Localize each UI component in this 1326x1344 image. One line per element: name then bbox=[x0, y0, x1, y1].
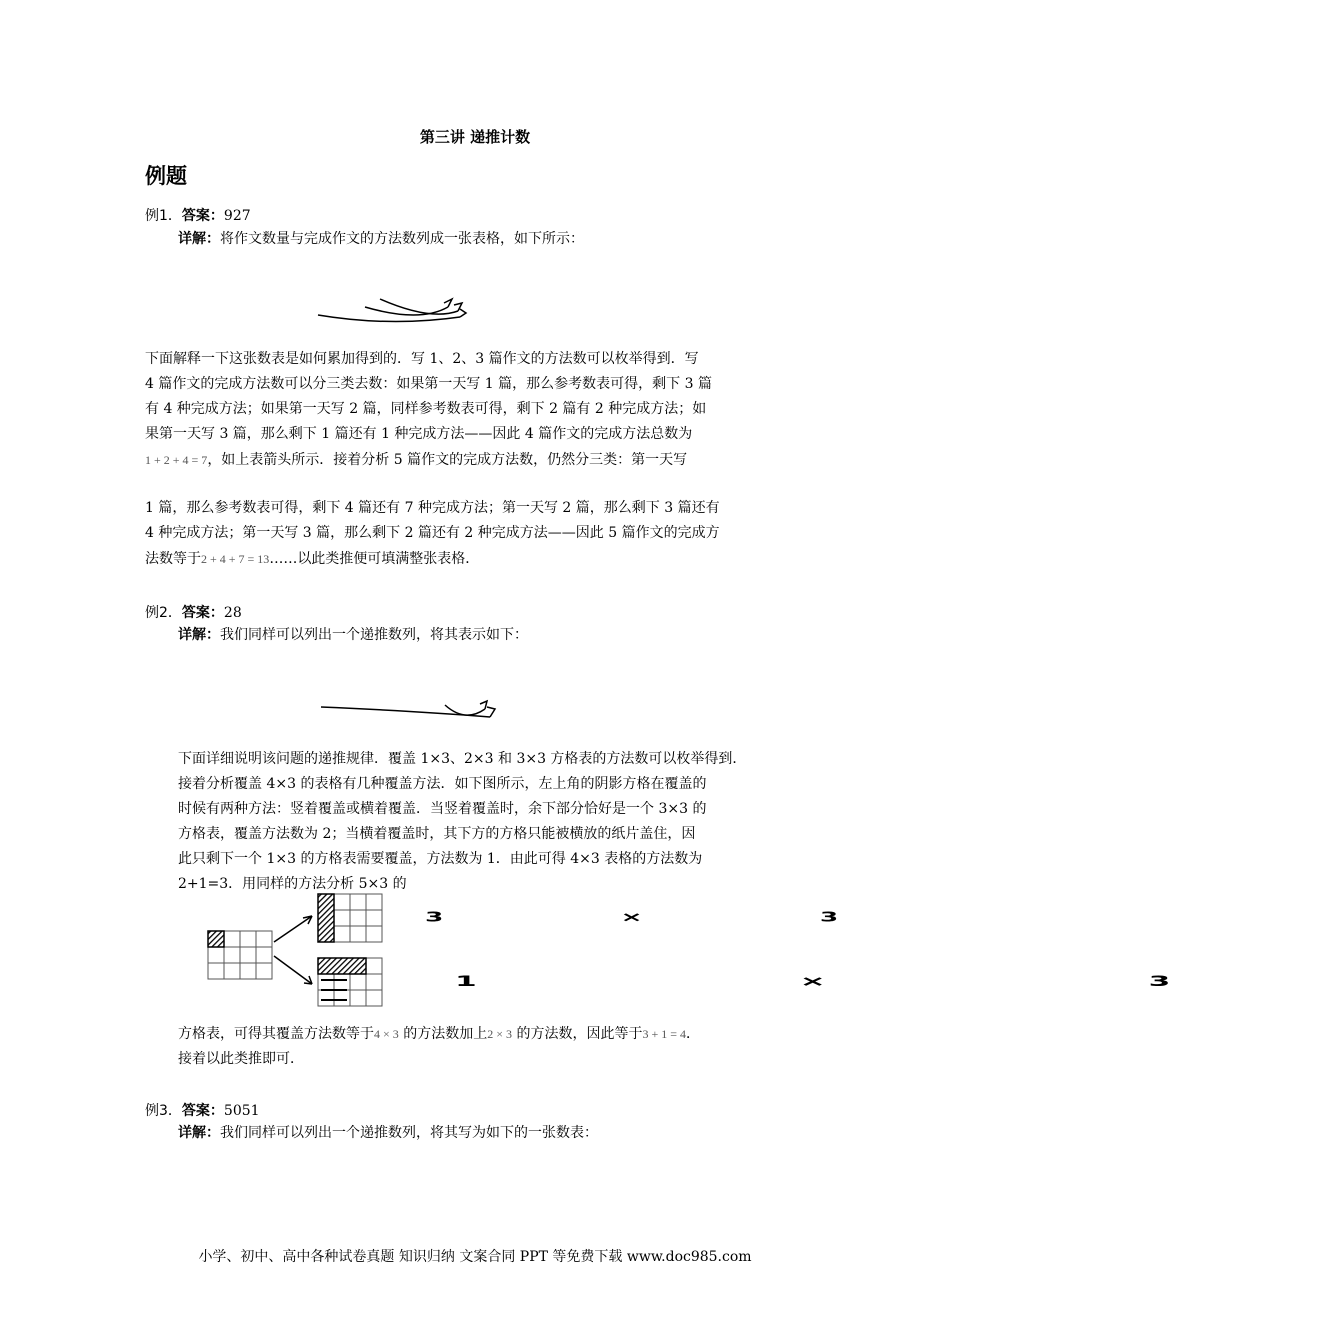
ex2-label: 例2． bbox=[145, 605, 182, 621]
ex1-header bbox=[145, 205, 251, 225]
ex3-answer: 5051 bbox=[223, 1103, 260, 1119]
fig-label-top: 3 × 3 bbox=[425, 910, 923, 925]
ex2-header bbox=[145, 602, 242, 622]
ex1-math-sum2: 2 + 4 + 7 = 13 bbox=[201, 552, 270, 566]
ex2-math-2x3: 2 × 3 bbox=[487, 1027, 513, 1041]
ex2-line-4: 方格表，覆盖方法数为 2；当横着覆盖时，其下方的方格只能被横放的纸片盖住，因 bbox=[178, 826, 696, 842]
fig-label-bottom: 1 × 3 bbox=[455, 972, 1326, 990]
ex2-line-6: 2+1=3．用同样的方法分析 5×3 的 bbox=[178, 876, 407, 892]
ex2-detail-text: 我们同样可以列出一个递推数列，将其表示如下： bbox=[220, 627, 528, 643]
ex3-detail bbox=[178, 1123, 598, 1143]
ex3-header bbox=[145, 1100, 260, 1120]
ex2-line-2: 接着分析覆盖 4×3 的表格有几种覆盖方法．如下图所示，左上角的阴影方格在覆盖的 bbox=[178, 776, 707, 792]
ex2-final-line: 接着以此类推即可． bbox=[178, 1051, 304, 1067]
ex2-math-sum: 3 + 1 = 4 bbox=[642, 1027, 687, 1041]
ex1-line-1: 下面解释一下这张数表是如何累加得到的．写 1、2、3 篇作文的方法数可以枚举得到．写 bbox=[145, 351, 699, 367]
ex3-label: 例3． bbox=[145, 1103, 182, 1119]
ex2-detail-label: 详解： bbox=[178, 627, 220, 643]
ex1-answer-label: 答案： bbox=[181, 208, 224, 224]
ex1-detail bbox=[178, 229, 584, 249]
grid-horizontal-cover bbox=[318, 958, 382, 1006]
ex1-line-8 bbox=[145, 549, 479, 569]
ex1-label: 例1． bbox=[145, 208, 182, 224]
ex2-arrow-figure bbox=[315, 695, 505, 731]
section-heading: 例题 bbox=[145, 164, 187, 188]
ex2-after-prefix: 方格表，可得其覆盖方法数等于 bbox=[178, 1026, 374, 1042]
ex1-last-suffix: ……以此类推便可填满整张表格． bbox=[269, 551, 480, 567]
grid-4x3 bbox=[208, 931, 272, 979]
ex2-math-4x3: 4 × 3 bbox=[374, 1027, 399, 1041]
ex1-arrows-figure bbox=[310, 295, 480, 335]
ex2-after-end: ． bbox=[686, 1026, 701, 1042]
ex2-detail bbox=[178, 625, 528, 645]
ex2-after-mid1: 的方法数加上 bbox=[403, 1026, 488, 1042]
grid-vertical-cover bbox=[318, 894, 382, 942]
ex3-detail-label: 详解： bbox=[178, 1125, 220, 1141]
ex1-line-4: 果第一天写 3 篇，那么剩下 1 篇还有 1 种完成方法——因此 4 篇作文的完成方法总数为 bbox=[145, 426, 693, 442]
ex2-after-mid2: 的方法数，因此等于 bbox=[516, 1026, 643, 1042]
ex1-line-6: 1 篇，那么参考数表可得，剩下 4 篇还有 7 种完成方法；第一天写 2 篇，那么剩下 3 篇还有 bbox=[145, 500, 720, 516]
ex2-answer: 28 bbox=[223, 605, 242, 621]
ex2-after-line bbox=[178, 1024, 700, 1044]
ex1-line-5 bbox=[145, 450, 687, 470]
ex2-answer-label: 答案： bbox=[181, 605, 224, 621]
ex1-detail-text: 将作文数量与完成作文的方法数列成一张表格，如下所示： bbox=[220, 231, 584, 247]
ex2-line-1: 下面详细说明该问题的递推规律．覆盖 1×3、2×3 和 3×3 方格表的方法数可以枚举得到． bbox=[178, 751, 747, 767]
ex1-math-sum: 1 + 2 + 4 = 7 bbox=[145, 453, 208, 467]
ex3-answer-label: 答案： bbox=[181, 1103, 224, 1119]
ex1-line-3: 有 4 种完成方法；如果第一天写 2 篇，同样参考数表可得，剩下 2 篇有 2 种完成方法；如 bbox=[145, 401, 707, 417]
ex1-line-7: 4 种完成方法；第一天写 3 篇，那么剩下 2 篇还有 2 种完成方法——因此 5 篇作文的完成方 bbox=[145, 525, 720, 541]
ex1-line-5-text: ，如上表箭头所示．接着分析 5 篇作文的完成方法数，仍然分三类：第一天写 bbox=[207, 452, 688, 468]
ex1-last-prefix: 法数等于 bbox=[145, 551, 201, 567]
ex1-answer: 927 bbox=[223, 208, 251, 224]
footer-text: 小学、初中、高中各种试卷真题 知识归纳 文案合同 PPT 等免费下载 www.doc985.com bbox=[198, 1249, 752, 1265]
tiling-figure bbox=[200, 890, 390, 1010]
shaded-corner-cell bbox=[208, 931, 224, 947]
ex2-line-3: 时候有两种方法：竖着覆盖或横着覆盖．当竖着覆盖时，余下部分恰好是一个 3×3 的 bbox=[178, 801, 707, 817]
ex1-detail-label: 详解： bbox=[178, 231, 220, 247]
page-title: 第三讲 递推计数 bbox=[419, 128, 531, 146]
ex3-detail-text: 我们同样可以列出一个递推数列，将其写为如下的一张数表： bbox=[220, 1125, 598, 1141]
ex2-line-5: 此只剩下一个 1×3 的方格表需要覆盖，方法数为 1．由此可得 4×3 表格的方法数为 bbox=[178, 851, 703, 867]
ex1-line-2: 4 篇作文的完成方法数可以分三类去数：如果第一天写 1 篇，那么参考数表可得，剩下 3 篇 bbox=[145, 376, 712, 392]
